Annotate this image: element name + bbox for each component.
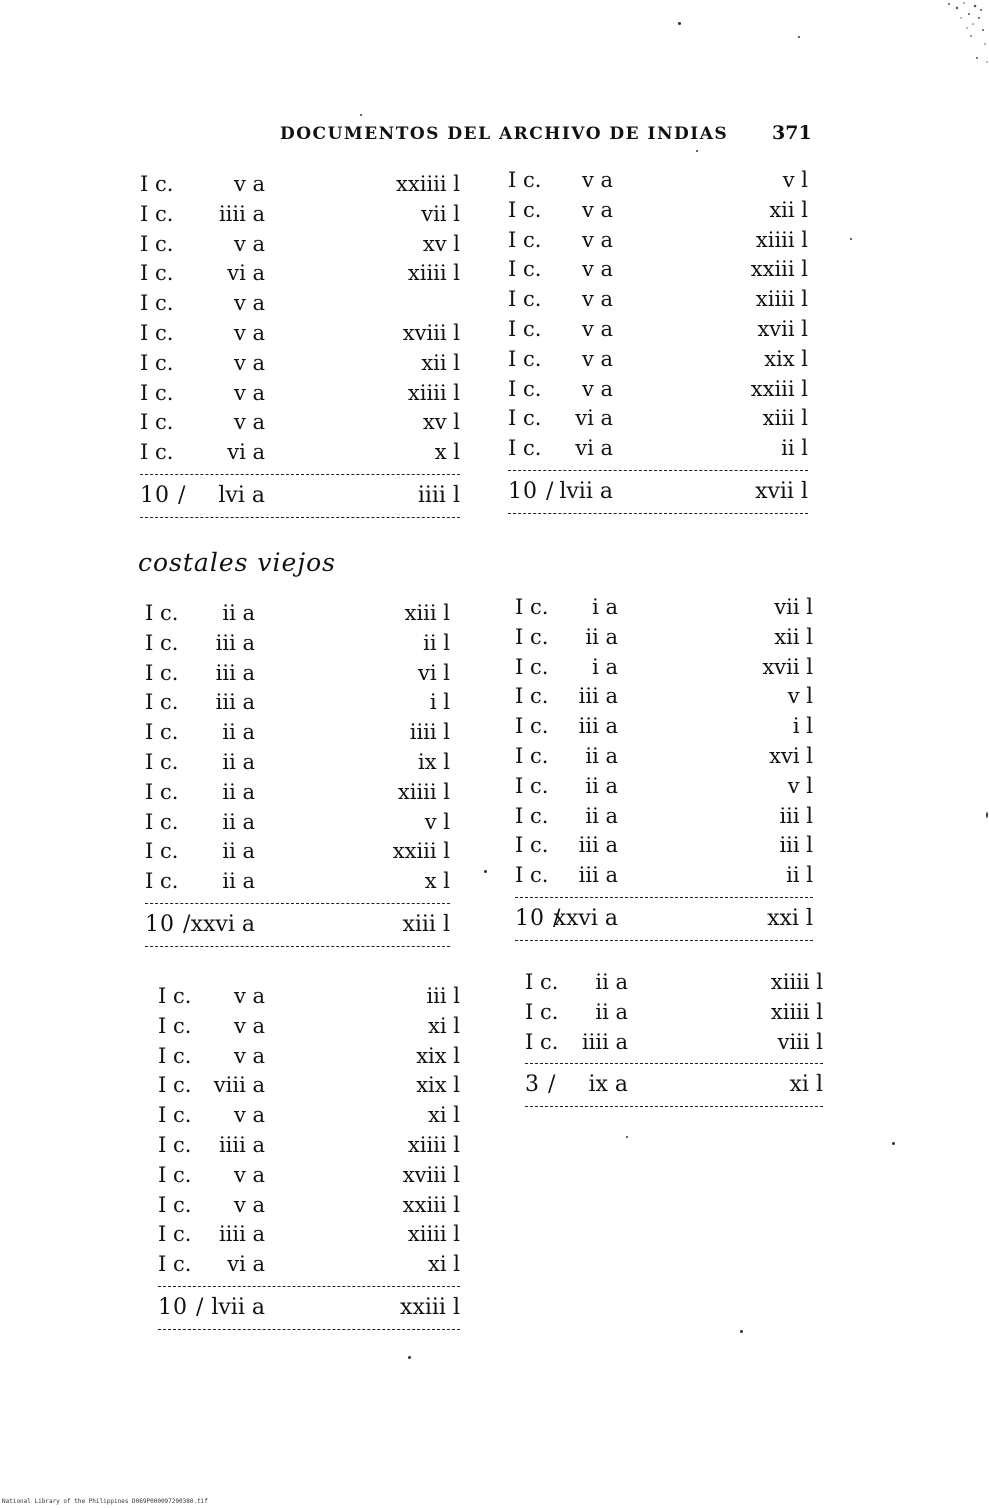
- total-arrobas: lvii a: [559, 478, 613, 504]
- ledger-row: [508, 196, 808, 226]
- libras-value: xiiii l: [407, 1222, 460, 1247]
- ledger-row: [158, 1042, 460, 1072]
- ledger-total-row: [158, 1287, 460, 1329]
- ledger-row: [508, 166, 808, 196]
- ledger-row: [515, 593, 813, 623]
- item-count: I c.: [145, 601, 179, 625]
- arrobas-value: vi a: [227, 261, 265, 286]
- item-count: I c.: [145, 809, 179, 834]
- scan-speck: [408, 1356, 411, 1359]
- libras-value: v l: [787, 684, 813, 709]
- arrobas-value: v a: [233, 410, 265, 435]
- ledger-row: [140, 289, 460, 319]
- ledger-row: [158, 1191, 460, 1221]
- item-count: I c.: [158, 1252, 192, 1277]
- item-count: I c.: [145, 690, 179, 715]
- ledger-block-bottom-left: [158, 982, 460, 1330]
- libras-value: xix l: [416, 1073, 460, 1098]
- ledger-block-top-left: [140, 170, 460, 518]
- total-underline: [515, 940, 813, 941]
- libras-value: ii l: [781, 436, 808, 461]
- ledger-row: [515, 772, 813, 802]
- item-count: I c.: [158, 1162, 192, 1187]
- libras-value: vii l: [774, 595, 813, 619]
- total-underline: [158, 1329, 460, 1330]
- libras-value: xvii l: [757, 316, 808, 341]
- ledger-row: [140, 170, 460, 200]
- arrobas-value: v a: [581, 316, 613, 341]
- libras-value: xxiii l: [392, 839, 450, 864]
- arrobas-value: vi a: [227, 440, 265, 465]
- ledger-row: [515, 623, 813, 653]
- libras-value: iii l: [426, 984, 460, 1008]
- total-arrobas: ix a: [588, 1072, 628, 1098]
- scan-speck: [798, 36, 800, 38]
- item-count: I c.: [140, 410, 174, 435]
- item-count: I c.: [508, 376, 542, 401]
- item-count: I c.: [515, 743, 549, 768]
- item-count: I c.: [145, 749, 179, 774]
- ledger-row: [145, 748, 450, 778]
- arrobas-value: iiii a: [218, 1222, 265, 1247]
- total-count: 10 /: [145, 911, 192, 937]
- libras-value: xiii l: [762, 406, 808, 431]
- ledger-row: [515, 831, 813, 861]
- total-libras: xxiii l: [400, 1294, 460, 1320]
- libras-value: xxiii l: [750, 376, 808, 401]
- arrobas-value: v a: [233, 1043, 265, 1068]
- libras-value: xiiii l: [755, 287, 808, 312]
- libras-value: xi l: [428, 1103, 460, 1128]
- scan-speck: [360, 114, 362, 116]
- ledger-row: [508, 404, 808, 434]
- libras-value: xi l: [428, 1013, 460, 1038]
- total-libras: xiii l: [402, 911, 450, 937]
- item-count: I c.: [158, 1103, 192, 1128]
- libras-value: ii l: [786, 863, 813, 888]
- ledger-row: [145, 778, 450, 808]
- total-arrobas: xxvi a: [553, 905, 618, 931]
- total-count: 3 /: [525, 1072, 557, 1098]
- total-arrobas: lvii a: [211, 1294, 265, 1320]
- libras-value: xxiiii l: [396, 172, 460, 196]
- ledger-block-top-right: [508, 166, 808, 514]
- item-count: I c.: [508, 346, 542, 371]
- arrobas-value: ii a: [222, 749, 255, 774]
- arrobas-value: ii a: [222, 720, 255, 745]
- libras-value: xiiii l: [770, 970, 823, 994]
- libras-value: xv l: [422, 410, 460, 435]
- ledger-row: [508, 285, 808, 315]
- item-count: I c.: [140, 380, 174, 405]
- arrobas-value: v a: [233, 350, 265, 375]
- arrobas-value: v a: [581, 168, 613, 192]
- ledger-row: [158, 1071, 460, 1101]
- total-count: 10 /: [508, 478, 555, 504]
- arrobas-value: v a: [233, 1013, 265, 1038]
- libras-value: xvii l: [762, 654, 813, 679]
- ledger-row: [515, 742, 813, 772]
- arrobas-value: vi a: [575, 406, 613, 431]
- ledger-row: [145, 599, 450, 629]
- total-libras: xvii l: [755, 478, 808, 504]
- ledger-block-middle-left: [145, 599, 450, 947]
- arrobas-value: ii a: [585, 803, 618, 828]
- total-arrobas: lvi a: [218, 482, 265, 508]
- item-count: I c.: [145, 779, 179, 804]
- arrobas-value: iii a: [215, 630, 255, 655]
- ledger-row: [140, 408, 460, 438]
- scan-speck: [986, 812, 988, 818]
- total-libras: xi l: [789, 1072, 823, 1098]
- item-count: I c.: [145, 720, 179, 745]
- libras-value: xiiii l: [770, 999, 823, 1024]
- ledger-row: [140, 259, 460, 289]
- scan-speck: [850, 238, 852, 240]
- arrobas-value: ii a: [222, 869, 255, 894]
- libras-value: xii l: [421, 350, 460, 375]
- arrobas-value: v a: [581, 257, 613, 282]
- arrobas-value: v a: [233, 984, 265, 1008]
- ledger-total-row: [140, 475, 460, 517]
- libras-value: xiiii l: [407, 380, 460, 405]
- arrobas-value: iiii a: [218, 1132, 265, 1157]
- libras-value: iii l: [779, 833, 813, 858]
- ledger-row: [145, 718, 450, 748]
- item-count: I c.: [515, 595, 549, 619]
- item-count: I c.: [158, 984, 192, 1008]
- ledger-row: [145, 659, 450, 689]
- libras-value: xviii l: [402, 1162, 460, 1187]
- arrobas-value: iii a: [578, 833, 618, 858]
- total-count: 10 /: [515, 905, 562, 931]
- section-heading: costales viejos: [138, 548, 336, 577]
- ledger-row: [515, 861, 813, 891]
- ledger-row: [145, 808, 450, 838]
- item-count: I c.: [158, 1043, 192, 1068]
- ledger-row: [140, 379, 460, 409]
- total-libras: xxi l: [767, 905, 813, 931]
- ledger-row: [508, 434, 808, 464]
- item-count: I c.: [140, 440, 174, 465]
- item-count: I c.: [515, 833, 549, 858]
- arrobas-value: v a: [581, 376, 613, 401]
- total-count: 10 /: [158, 1294, 205, 1320]
- ledger-row: [515, 682, 813, 712]
- scan-footer-label: National Library of the Philippines D069P000097290380.tif: [2, 1498, 208, 1505]
- libras-value: v l: [424, 809, 450, 834]
- item-count: I c.: [508, 436, 542, 461]
- item-count: I c.: [515, 654, 549, 679]
- ledger-row: [140, 349, 460, 379]
- ledger-row: [140, 438, 460, 468]
- libras-value: xi l: [428, 1252, 460, 1277]
- scan-speck: [678, 22, 681, 25]
- item-count: I c.: [140, 172, 174, 196]
- ledger-row: [140, 319, 460, 349]
- item-count: I c.: [140, 291, 174, 316]
- libras-value: iiii l: [409, 720, 450, 745]
- total-underline: [508, 513, 808, 514]
- arrobas-value: iii a: [215, 660, 255, 685]
- libras-value: xvi l: [769, 743, 813, 768]
- libras-value: xii l: [769, 197, 808, 222]
- item-count: I c.: [515, 624, 549, 649]
- libras-value: v l: [787, 773, 813, 798]
- libras-value: viii l: [777, 1029, 823, 1054]
- arrobas-value: ii a: [585, 624, 618, 649]
- arrobas-value: vi a: [575, 436, 613, 461]
- libras-value: v l: [782, 168, 808, 192]
- item-count: I c.: [525, 970, 559, 994]
- arrobas-value: v a: [233, 320, 265, 345]
- scan-speck: [484, 870, 487, 873]
- ledger-row: [515, 712, 813, 742]
- item-count: I c.: [158, 1192, 192, 1217]
- ledger-row: [525, 1028, 823, 1058]
- scan-speck: [696, 150, 698, 152]
- ledger-block-bottom-right: [525, 968, 823, 1107]
- arrobas-value: vi a: [227, 1252, 265, 1277]
- item-count: I c.: [525, 1029, 559, 1054]
- ledger-total-row: [515, 898, 813, 940]
- ledger-row: [525, 998, 823, 1028]
- arrobas-value: iii a: [578, 684, 618, 709]
- item-count: I c.: [525, 999, 559, 1024]
- item-count: I c.: [158, 1073, 192, 1098]
- ledger-row: [508, 255, 808, 285]
- ledger-total-row: [525, 1064, 823, 1106]
- arrobas-value: iii a: [578, 714, 618, 739]
- ledger-row: [158, 1012, 460, 1042]
- item-count: I c.: [515, 803, 549, 828]
- arrobas-value: iiii a: [218, 201, 265, 226]
- arrobas-value: v a: [581, 197, 613, 222]
- scan-speck: [892, 1142, 895, 1145]
- arrobas-value: v a: [581, 227, 613, 252]
- libras-value: xxiii l: [402, 1192, 460, 1217]
- running-title: DOCUMENTOS DEL ARCHIVO DE INDIAS: [280, 124, 729, 144]
- item-count: I c.: [508, 316, 542, 341]
- item-count: I c.: [145, 869, 179, 894]
- arrobas-value: iii a: [215, 690, 255, 715]
- item-count: I c.: [515, 863, 549, 888]
- libras-value: ix l: [418, 749, 450, 774]
- item-count: I c.: [158, 1013, 192, 1038]
- arrobas-value: v a: [233, 231, 265, 256]
- arrobas-value: viii a: [213, 1073, 265, 1098]
- item-count: I c.: [158, 1222, 192, 1247]
- ledger-row: [158, 1101, 460, 1131]
- libras-value: vii l: [421, 201, 460, 226]
- arrobas-value: i a: [592, 595, 618, 619]
- libras-value: i l: [429, 690, 450, 715]
- ledger-row: [145, 688, 450, 718]
- total-underline: [140, 517, 460, 518]
- item-count: I c.: [145, 630, 179, 655]
- ledger-row: [508, 375, 808, 405]
- arrobas-value: ii a: [595, 970, 628, 994]
- ledger-row: [145, 867, 450, 897]
- libras-value: xix l: [764, 346, 808, 371]
- arrobas-value: v a: [581, 287, 613, 312]
- total-count: 10 /: [140, 482, 187, 508]
- item-count: I c.: [140, 261, 174, 286]
- arrobas-value: v a: [233, 1103, 265, 1128]
- item-count: I c.: [145, 839, 179, 864]
- arrobas-value: ii a: [585, 773, 618, 798]
- libras-value: xxiii l: [750, 257, 808, 282]
- item-count: I c.: [508, 227, 542, 252]
- libras-value: xiiii l: [755, 227, 808, 252]
- libras-value: xiii l: [404, 601, 450, 625]
- ledger-row: [508, 315, 808, 345]
- item-count: I c.: [515, 714, 549, 739]
- arrobas-value: ii a: [222, 601, 255, 625]
- libras-value: vi l: [418, 660, 450, 685]
- libras-value: xiiii l: [407, 1132, 460, 1157]
- total-underline: [145, 946, 450, 947]
- page-number: 371: [772, 122, 812, 144]
- total-libras: iiii l: [417, 482, 460, 508]
- item-count: I c.: [508, 406, 542, 431]
- scan-noise-corner: [929, 0, 989, 80]
- item-count: I c.: [508, 197, 542, 222]
- item-count: I c.: [158, 1132, 192, 1157]
- ledger-row: [140, 200, 460, 230]
- libras-value: xiiii l: [397, 779, 450, 804]
- ledger-block-middle-right: [515, 593, 813, 941]
- arrobas-value: ii a: [585, 743, 618, 768]
- libras-value: xix l: [416, 1043, 460, 1068]
- ledger-row: [515, 802, 813, 832]
- item-count: I c.: [140, 350, 174, 375]
- ledger-row: [140, 230, 460, 260]
- ledger-row: [158, 1220, 460, 1250]
- item-count: I c.: [508, 287, 542, 312]
- libras-value: xv l: [422, 231, 460, 256]
- libras-value: x l: [434, 440, 460, 465]
- ledger-row: [515, 653, 813, 683]
- ledger-total-row: [145, 904, 450, 946]
- libras-value: xiiii l: [407, 261, 460, 286]
- item-count: I c.: [515, 684, 549, 709]
- arrobas-value: v a: [233, 172, 265, 196]
- item-count: I c.: [140, 201, 174, 226]
- arrobas-value: ii a: [222, 779, 255, 804]
- ledger-row: [145, 837, 450, 867]
- arrobas-value: v a: [233, 380, 265, 405]
- ledger-row: [525, 968, 823, 998]
- scan-speck: [626, 1136, 628, 1138]
- arrobas-value: ii a: [222, 809, 255, 834]
- libras-value: xviii l: [402, 320, 460, 345]
- ledger-row: [158, 1131, 460, 1161]
- ledger-row: [158, 1161, 460, 1191]
- arrobas-value: iii a: [578, 863, 618, 888]
- arrobas-value: ii a: [222, 839, 255, 864]
- ledger-row: [508, 226, 808, 256]
- scan-speck: [740, 1330, 743, 1333]
- arrobas-value: v a: [233, 1192, 265, 1217]
- arrobas-value: v a: [581, 346, 613, 371]
- ledger-total-row: [508, 471, 808, 513]
- total-underline: [525, 1106, 823, 1107]
- item-count: I c.: [508, 168, 542, 192]
- arrobas-value: iiii a: [581, 1029, 628, 1054]
- item-count: I c.: [140, 231, 174, 256]
- libras-value: xii l: [774, 624, 813, 649]
- ledger-row: [145, 629, 450, 659]
- arrobas-value: v a: [233, 291, 265, 316]
- libras-value: x l: [424, 869, 450, 894]
- arrobas-value: ii a: [595, 999, 628, 1024]
- libras-value: ii l: [423, 630, 450, 655]
- ledger-row: [508, 345, 808, 375]
- libras-value: iii l: [779, 803, 813, 828]
- ledger-row: [158, 1250, 460, 1280]
- item-count: I c.: [140, 320, 174, 345]
- arrobas-value: v a: [233, 1162, 265, 1187]
- item-count: I c.: [508, 257, 542, 282]
- total-arrobas: xxvi a: [190, 911, 255, 937]
- item-count: I c.: [515, 773, 549, 798]
- item-count: I c.: [145, 660, 179, 685]
- ledger-row: [158, 982, 460, 1012]
- arrobas-value: i a: [592, 654, 618, 679]
- libras-value: i l: [792, 714, 813, 739]
